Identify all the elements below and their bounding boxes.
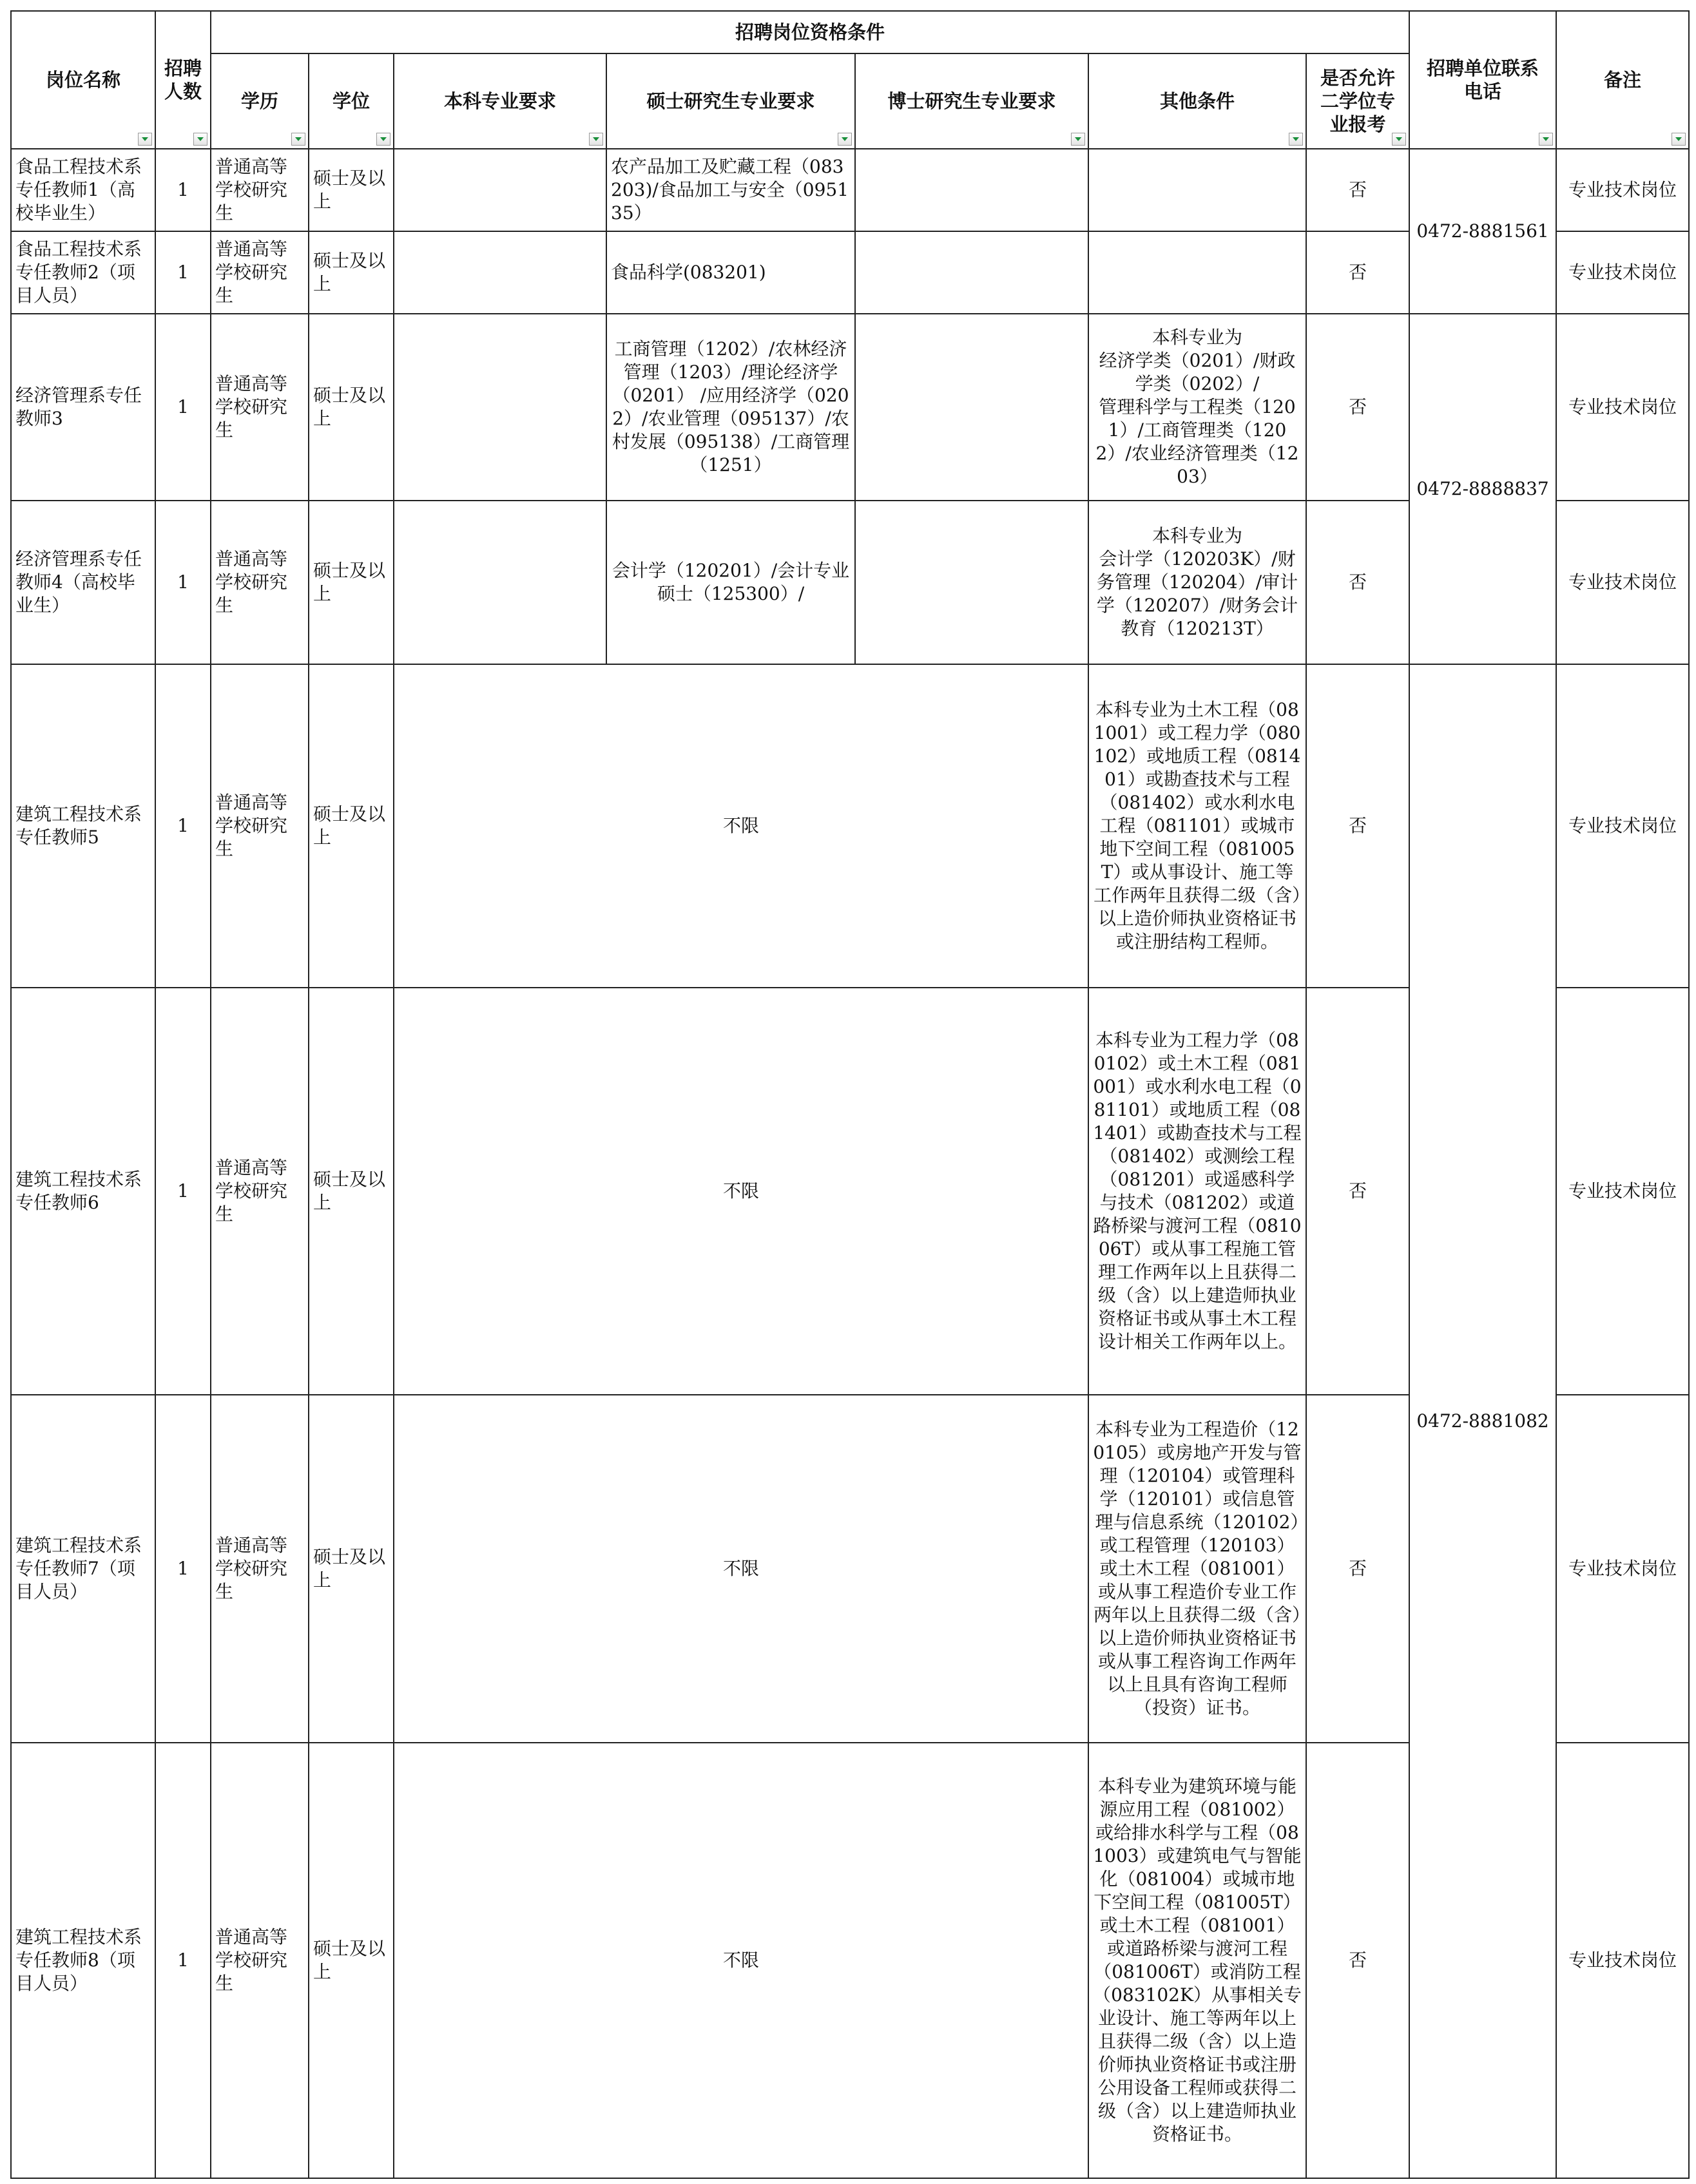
filter-dropdown-icon[interactable] <box>1289 133 1303 146</box>
remark-cell: 专业技术岗位 <box>1556 231 1689 314</box>
other-conditions-cell <box>1088 231 1306 314</box>
post-name-cell: 经济管理系专任教师3 <box>11 314 155 501</box>
degree-cell: 硕士及以上 <box>309 1743 394 2178</box>
second-degree-cell: 否 <box>1306 231 1409 314</box>
header-undergrad-major: 本科专业要求 <box>394 53 606 149</box>
undergrad-major-cell <box>394 149 606 231</box>
degree-cell: 硕士及以上 <box>309 501 394 664</box>
contact-phone-cell: 0472-8881082 <box>1409 664 1556 2178</box>
headcount-cell: 1 <box>155 1743 211 2178</box>
contact-phone-cell: 0472-8881561 <box>1409 149 1556 314</box>
master-major-cell: 农产品加工及贮藏工程（083203)/食品加工与安全（095135） <box>606 149 855 231</box>
degree-cell: 硕士及以上 <box>309 1395 394 1743</box>
second-degree-cell: 否 <box>1306 664 1409 988</box>
header-contact-phone: 招聘单位联系 电话 <box>1409 11 1556 149</box>
undergrad-major-cell <box>394 501 606 664</box>
post-name-cell: 建筑工程技术系专任教师8（项目人员） <box>11 1743 155 2178</box>
doctor-major-cell <box>855 314 1088 501</box>
education-cell: 普通高等学校研究生 <box>211 1395 309 1743</box>
recruitment-table <box>10 10 1690 2179</box>
table-row <box>11 314 1689 501</box>
remark-cell: 专业技术岗位 <box>1556 1743 1689 2178</box>
filter-dropdown-icon[interactable] <box>138 133 152 146</box>
remark-cell: 专业技术岗位 <box>1556 988 1689 1395</box>
second-degree-cell: 否 <box>1306 1743 1409 2178</box>
master-major-cell: 工商管理（1202）/农林经济管理（1203）/理论经济学（0201） /应用经济学（0202）/农业管理（095137）/农村发展（095138）/工商管理（1251） <box>606 314 855 501</box>
post-name-cell: 食品工程技术系专任教师2（项目人员） <box>11 231 155 314</box>
filter-dropdown-icon[interactable] <box>193 133 207 146</box>
master-major-cell: 会计学（120201）/会计专业硕士（125300）/ <box>606 501 855 664</box>
table-row <box>11 664 1689 988</box>
other-conditions-cell: 本科专业为 经济学类（0201）/财政学类（0202）/ 管理科学与工程类（1201）/工商管理类（1202）/农业经济管理类（1203） <box>1088 314 1306 501</box>
table-row <box>11 149 1689 231</box>
post-name-cell: 经济管理系专任教师4（高校毕业生） <box>11 501 155 664</box>
remark-cell: 专业技术岗位 <box>1556 664 1689 988</box>
filter-dropdown-icon[interactable] <box>376 133 390 146</box>
filter-dropdown-icon[interactable] <box>589 133 603 146</box>
header-education: 学历 <box>211 53 309 149</box>
headcount-cell: 1 <box>155 149 211 231</box>
second-degree-cell: 否 <box>1306 501 1409 664</box>
degree-cell: 硕士及以上 <box>309 231 394 314</box>
education-cell: 普通高等学校研究生 <box>211 501 309 664</box>
header-qualification-group: 招聘岗位资格条件 <box>211 11 1409 53</box>
major-unrestricted-cell: 不限 <box>394 1395 1088 1743</box>
post-name-cell: 建筑工程技术系专任教师7（项目人员） <box>11 1395 155 1743</box>
headcount-cell: 1 <box>155 664 211 988</box>
remark-cell: 专业技术岗位 <box>1556 149 1689 231</box>
filter-dropdown-icon[interactable] <box>1392 133 1406 146</box>
filter-dropdown-icon[interactable] <box>1071 133 1085 146</box>
education-cell: 普通高等学校研究生 <box>211 231 309 314</box>
education-cell: 普通高等学校研究生 <box>211 149 309 231</box>
undergrad-major-cell <box>394 314 606 501</box>
headcount-cell: 1 <box>155 314 211 501</box>
filter-dropdown-icon[interactable] <box>1672 133 1686 146</box>
degree-cell: 硕士及以上 <box>309 149 394 231</box>
second-degree-cell: 否 <box>1306 1395 1409 1743</box>
header-doctor-major: 博士研究生专业要求 <box>855 53 1088 149</box>
filter-dropdown-icon[interactable] <box>838 133 852 146</box>
headcount-cell: 1 <box>155 988 211 1395</box>
education-cell: 普通高等学校研究生 <box>211 1743 309 2178</box>
headcount-cell: 1 <box>155 501 211 664</box>
remark-cell: 专业技术岗位 <box>1556 314 1689 501</box>
other-conditions-cell: 本科专业为工程造价（120105）或房地产开发与管理（120104）或管理科学（120101）或信息管理与信息系统（120102）或工程管理（120103）或土木工程（081001）或从事工程造价专业工作两年以上且获得二级（含）以上造价师执业资格证书或从事工程咨询工作两年以上且具有咨询工程师（投资）证书。 <box>1088 1395 1306 1743</box>
header-degree: 学位 <box>309 53 394 149</box>
post-name-cell: 建筑工程技术系专任教师5 <box>11 664 155 988</box>
undergrad-major-cell <box>394 231 606 314</box>
other-conditions-cell: 本科专业为工程力学（080102）或土木工程（081001）或水利水电工程（081101）或地质工程（081401）或勘查技术与工程（081402）或测绘工程（081201）或遥感科学与技术（081202）或道路桥梁与渡河工程（081006T）或从事工程施工管理工作两年以上且获得二级（含）以上建造师执业资格证书或从事土木工程设计相关工作两年以上。 <box>1088 988 1306 1395</box>
major-unrestricted-cell: 不限 <box>394 664 1088 988</box>
second-degree-cell: 否 <box>1306 149 1409 231</box>
other-conditions-cell: 本科专业为建筑环境与能源应用工程（081002）或给排水科学与工程（081003）或建筑电气与智能化（081004）或城市地下空间工程（081005T）或土木工程（081001）或道路桥梁与渡河工程（081006T）或消防工程（083102K）从事相关专业设计、施工等两年以上且获得二级（含）以上造价师执业资格证书或注册公用设备工程师或获得二级（含）以上建造师执业资格证书。 <box>1088 1743 1306 2178</box>
header-second-degree: 是否允许 二学位专 业报考 <box>1306 53 1409 149</box>
second-degree-cell: 否 <box>1306 988 1409 1395</box>
header-other-conditions: 其他条件 <box>1088 53 1306 149</box>
remark-cell: 专业技术岗位 <box>1556 1395 1689 1743</box>
post-name-cell: 建筑工程技术系专任教师6 <box>11 988 155 1395</box>
doctor-major-cell <box>855 501 1088 664</box>
remark-cell: 专业技术岗位 <box>1556 501 1689 664</box>
other-conditions-cell <box>1088 149 1306 231</box>
major-unrestricted-cell: 不限 <box>394 988 1088 1395</box>
header-remarks: 备注 <box>1556 11 1689 149</box>
header-master-major: 硕士研究生专业要求 <box>606 53 855 149</box>
header-post-name: 岗位名称 <box>11 11 155 149</box>
contact-phone-cell: 0472-8888837 <box>1409 314 1556 664</box>
filter-dropdown-icon[interactable] <box>291 133 305 146</box>
major-unrestricted-cell: 不限 <box>394 1743 1088 2178</box>
other-conditions-cell: 本科专业为 会计学（120203K）/财务管理（120204）/审计学（120207）/财务会计教育（120213T） <box>1088 501 1306 664</box>
headcount-cell: 1 <box>155 1395 211 1743</box>
second-degree-cell: 否 <box>1306 314 1409 501</box>
doctor-major-cell <box>855 231 1088 314</box>
filter-dropdown-icon[interactable] <box>1539 133 1553 146</box>
degree-cell: 硕士及以上 <box>309 988 394 1395</box>
post-name-cell: 食品工程技术系专任教师1（高校毕业生） <box>11 149 155 231</box>
master-major-cell: 食品科学(083201) <box>606 231 855 314</box>
doctor-major-cell <box>855 149 1088 231</box>
education-cell: 普通高等学校研究生 <box>211 664 309 988</box>
other-conditions-cell: 本科专业为土木工程（081001）或工程力学（080102）或地质工程（081401）或勘查技术与工程（081402）或水利水电工程（081101）或城市地下空间工程（081005T）或从事设计、施工等工作两年且获得二级（含）以上造价师执业资格证书或注册结构工程师。 <box>1088 664 1306 988</box>
education-cell: 普通高等学校研究生 <box>211 988 309 1395</box>
education-cell: 普通高等学校研究生 <box>211 314 309 501</box>
degree-cell: 硕士及以上 <box>309 314 394 501</box>
degree-cell: 硕士及以上 <box>309 664 394 988</box>
headcount-cell: 1 <box>155 231 211 314</box>
header-headcount: 招聘 人数 <box>155 11 211 149</box>
